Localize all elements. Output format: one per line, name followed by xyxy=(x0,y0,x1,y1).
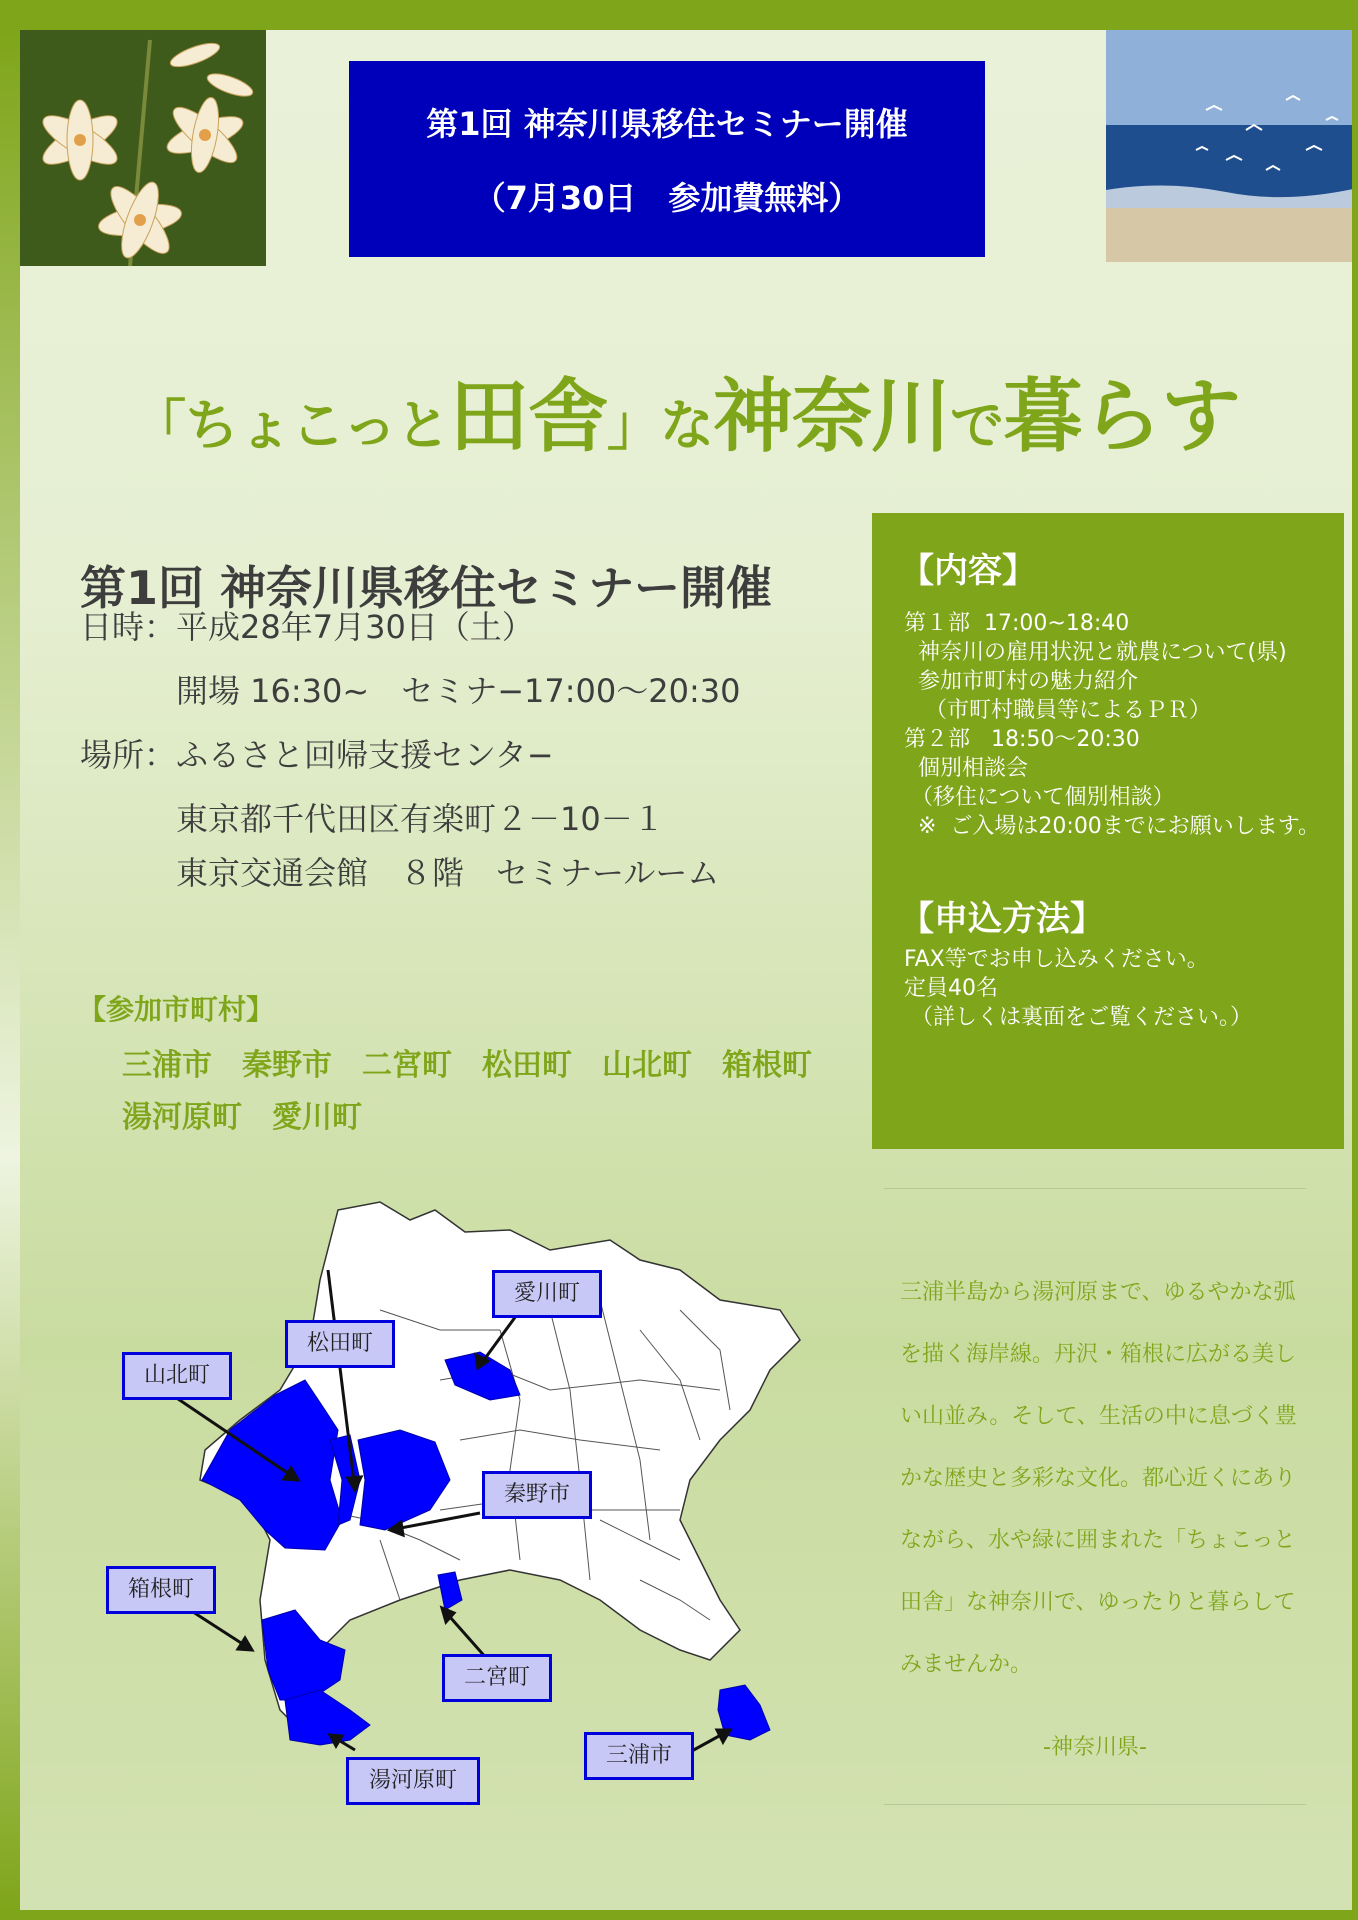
place-value: ふるさと回帰支援センタ− xyxy=(176,736,554,774)
yugawara-area xyxy=(285,1690,370,1745)
intro-text: 三浦半島から湯河原まで、ゆるやかな弧を描く海岸線。丹沢・箱根に広がる美しい山並み。そして、生活の中に息づく豊かな歴史と多彩な文化。都心近くにありながら、水や緑に囲まれた「ちょこっと田舎」な神奈川で、ゆったりと暮らしてみませんか。 xyxy=(900,1280,1297,1677)
signature: -神奈川県- xyxy=(1043,1735,1147,1760)
kanagawa-map xyxy=(80,1180,860,1820)
application-body: FAX等でお申し込みください。 定員40名 （詳しくは裏面をご覧ください。） xyxy=(904,947,1252,1030)
content-heading: 【内容】 xyxy=(900,551,1036,591)
participants-line: 湯河原町 愛川町 xyxy=(122,1100,362,1135)
application-heading: 【申込方法】 xyxy=(900,899,1104,939)
date-label: 日時： xyxy=(80,608,177,646)
divider xyxy=(884,1188,1306,1189)
map-label-aikawa: 愛川町 xyxy=(492,1270,602,1318)
map-label-ninomiya: 二宮町 xyxy=(442,1654,552,1702)
headline-part: で xyxy=(949,394,1003,457)
place-label: 場所： xyxy=(80,736,177,774)
participants-line: 三浦市 秦野市 二宮町 松田町 山北町 箱根町 xyxy=(122,1048,812,1083)
headline xyxy=(20,352,1352,467)
building-value: 東京交通会館 ８階 セミナールーム xyxy=(176,854,720,892)
map-label-hadano: 秦野市 xyxy=(482,1471,592,1519)
headline-part: 神奈川 xyxy=(712,370,950,463)
map-label-matsuda: 松田町 xyxy=(285,1320,395,1368)
headline-part: 「ちょこっと xyxy=(132,394,449,457)
map-label-miura: 三浦市 xyxy=(584,1732,694,1780)
seminar-title: 第1回 神奈川県移住セミナー開催 xyxy=(80,561,773,615)
divider xyxy=(884,1804,1306,1805)
headline-part: 田舎 xyxy=(448,370,607,463)
map-label-yugawara: 湯河原町 xyxy=(346,1757,480,1805)
yamakita-area xyxy=(202,1380,342,1550)
lily-photo xyxy=(20,30,266,266)
content-body: 第１部 17:00~18:40 神奈川の雇用状況と就農について(県) 参加市町村の魅力紹介 （市町村職員等によるＰＲ） 第２部 18:50～20:30 個別相談会 （移住について個別相談） ※ ご入場は20:00までにお願いします。 xyxy=(904,611,1321,839)
headline-part: 暮らす xyxy=(1002,370,1240,463)
banner-title: 第1回 神奈川県移住セミナー開催 xyxy=(426,105,908,143)
map-label-yamakita: 山北町 xyxy=(122,1352,232,1400)
address-value: 東京都千代田区有楽町２－10－１ xyxy=(176,800,665,838)
banner-subtitle: （7月30日 参加費無料） xyxy=(473,179,861,217)
page-edge xyxy=(0,30,20,1910)
banner xyxy=(349,61,985,257)
map-label-hakone: 箱根町 xyxy=(106,1566,216,1614)
seaside-photo xyxy=(1106,30,1352,262)
date-value: 平成28年7月30日（土） xyxy=(176,608,534,646)
time-value: 開場 16:30~ セミナ−17:00～20:30 xyxy=(176,672,741,710)
participants-label: 【参加市町村】 xyxy=(78,993,275,1026)
headline-part: 」な xyxy=(606,394,713,457)
flyer xyxy=(20,30,1352,1910)
content-box xyxy=(872,513,1344,1149)
